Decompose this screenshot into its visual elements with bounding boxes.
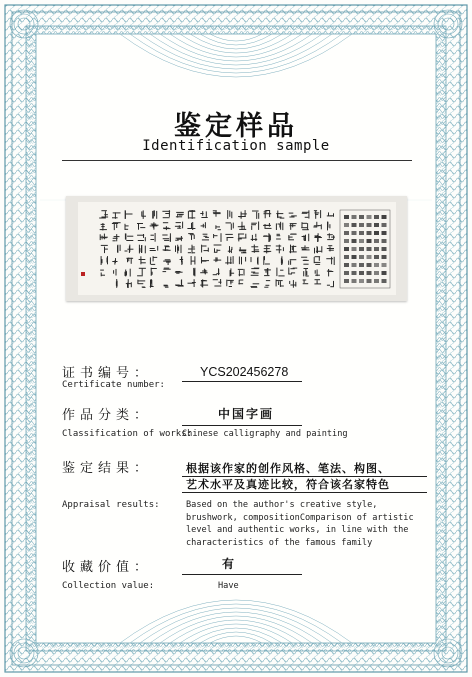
classification-value-en: Chinese calligraphy and painting	[182, 429, 348, 439]
small-glyph	[374, 239, 379, 243]
small-glyph	[374, 271, 379, 275]
seal-glyph	[201, 245, 209, 253]
seal-glyph	[301, 245, 310, 250]
small-glyph	[344, 215, 349, 219]
seal-glyph	[188, 233, 195, 240]
seal-glyph	[163, 259, 171, 265]
small-glyph	[367, 223, 372, 227]
seal-glyph	[100, 270, 105, 277]
certificate-number-underline	[182, 381, 302, 382]
small-glyph	[344, 223, 349, 227]
seal-glyph	[150, 279, 154, 288]
small-glyph	[352, 255, 357, 259]
seal-glyph	[289, 245, 297, 254]
small-glyph	[352, 239, 357, 243]
appraisal-underline-2	[182, 492, 427, 493]
seal-glyph	[313, 222, 321, 230]
seal-glyph	[112, 212, 121, 219]
seal-glyph	[141, 210, 146, 219]
certificate-number-label-en: Certificate number:	[62, 380, 165, 390]
small-glyph	[367, 231, 372, 235]
seal-glyph	[188, 245, 195, 254]
small-glyph	[344, 271, 349, 275]
seal-glyph	[264, 210, 272, 218]
seal-glyph	[112, 258, 117, 265]
seal-glyph	[288, 268, 297, 275]
classification-value-cn: 中国字画	[218, 407, 275, 421]
seal-glyph	[303, 268, 309, 277]
small-glyph	[352, 247, 357, 251]
seal-glyph	[164, 285, 169, 288]
seal-glyph	[289, 213, 297, 218]
seal-glyph	[163, 222, 171, 230]
seal-glyph	[276, 211, 284, 219]
seal-glyph	[125, 245, 134, 253]
certificate-title-cn: 鉴定样品	[174, 111, 298, 142]
classification-underline	[182, 425, 302, 426]
small-glyph	[344, 279, 349, 283]
seal-glyph	[213, 268, 220, 275]
seal-glyph	[251, 245, 259, 253]
small-glyph	[374, 263, 379, 267]
small-glyph	[367, 263, 372, 267]
small-glyph	[359, 255, 364, 259]
seal-glyph	[100, 234, 108, 241]
seal-glyph	[163, 246, 171, 252]
seal-glyph	[251, 234, 258, 241]
classification-label-en: Classification of works:	[62, 429, 193, 439]
small-glyph	[344, 263, 349, 267]
small-glyph	[367, 239, 372, 243]
seal-glyph	[116, 279, 118, 288]
seal-glyph	[151, 268, 157, 276]
seal-glyph	[251, 257, 259, 265]
seal-glyph	[200, 211, 207, 218]
seal-glyph	[213, 279, 222, 287]
small-glyph	[359, 239, 364, 243]
seal-glyph	[202, 234, 209, 241]
seal-glyph	[113, 234, 120, 241]
seal-glyph	[226, 280, 234, 287]
seal-glyph	[264, 268, 271, 276]
small-glyph	[359, 247, 364, 251]
seal-glyph	[188, 210, 195, 219]
calligraphy-glyphs-icon	[78, 202, 396, 295]
seal-glyph	[101, 245, 108, 253]
seal-glyph	[276, 268, 284, 277]
seal-glyph	[225, 256, 233, 265]
small-glyph	[382, 223, 387, 227]
seal-glyph	[251, 268, 260, 276]
seal-glyph	[126, 279, 132, 288]
seal-glyph	[214, 257, 222, 262]
seal-glyph	[315, 270, 320, 277]
small-glyph	[374, 279, 379, 283]
seal-glyph	[314, 279, 321, 284]
small-glyph	[344, 231, 349, 235]
collection-value-en: Have	[218, 581, 239, 591]
seal-glyph	[264, 245, 272, 254]
collection-value-cn: 有	[222, 557, 236, 571]
seal-glyph	[251, 222, 259, 230]
small-glyph	[359, 279, 364, 283]
collection-label-en: Collection value:	[62, 581, 155, 591]
small-glyph	[359, 223, 364, 227]
seal-glyph	[125, 269, 131, 277]
seal-glyph	[125, 210, 133, 219]
seal-glyph	[180, 256, 184, 265]
seal-glyph	[150, 246, 159, 251]
seal-glyph	[281, 256, 283, 265]
seal-glyph	[175, 236, 183, 241]
small-glyph	[359, 263, 364, 267]
seal-glyph	[137, 234, 146, 241]
seal-glyph	[238, 210, 247, 219]
seal-glyph	[125, 233, 133, 241]
certificate-number-label-cn: 证书编号：	[62, 366, 153, 381]
seal-glyph	[201, 257, 209, 264]
seal-glyph	[327, 281, 334, 287]
seal-glyph	[288, 259, 296, 265]
seal-glyph	[263, 256, 270, 265]
classification-label-cn: 作品分类：	[62, 408, 153, 423]
small-glyph	[352, 215, 357, 219]
seal-glyph	[163, 268, 171, 273]
collection-underline	[182, 574, 302, 575]
small-glyph	[352, 263, 357, 267]
appraisal-value-cn-line1: 根据该作家的创作风格、笔法、构图、	[186, 462, 390, 475]
seal-glyph	[326, 257, 334, 265]
small-glyph	[359, 215, 364, 219]
seal-glyph	[302, 234, 310, 242]
seal-glyph	[263, 223, 271, 229]
seal-glyph	[314, 256, 321, 265]
seal-glyph	[191, 256, 196, 265]
small-glyph	[382, 239, 387, 243]
small-glyph	[352, 231, 357, 235]
seal-glyph	[139, 245, 146, 254]
seal-glyph	[302, 210, 310, 218]
seal-glyph	[215, 225, 221, 230]
seal-glyph	[139, 256, 146, 264]
seal-glyph	[288, 234, 296, 241]
seal-glyph	[314, 233, 322, 242]
small-glyph	[374, 231, 379, 235]
seal-glyph	[137, 268, 146, 277]
certificate-title-en: Identification sample	[142, 138, 330, 154]
seal-glyph	[188, 279, 196, 287]
seal-glyph	[327, 212, 334, 216]
seal-glyph	[175, 271, 183, 274]
scroll-paper	[78, 202, 396, 295]
seal-glyph	[214, 245, 222, 253]
small-glyph	[382, 255, 387, 259]
seal-glyph	[289, 280, 296, 288]
small-glyph	[367, 215, 372, 219]
calligraphy-scroll-image	[66, 196, 407, 301]
seal-glyph	[193, 268, 195, 277]
small-glyph	[374, 247, 379, 251]
seal-glyph	[162, 233, 171, 242]
seal-glyph	[187, 222, 195, 230]
small-glyph	[374, 255, 379, 259]
seal-glyph	[175, 245, 182, 254]
seal-glyph	[152, 210, 157, 218]
small-glyph	[344, 247, 349, 251]
seal-glyph	[137, 280, 145, 288]
seal-glyph	[303, 279, 309, 284]
small-glyph	[382, 231, 387, 235]
small-glyph	[359, 231, 364, 235]
seal-glyph	[225, 234, 233, 241]
seal-glyph	[227, 210, 232, 219]
seal-glyph	[226, 222, 234, 230]
seal-glyph	[251, 283, 260, 288]
small-glyph	[374, 223, 379, 227]
appraisal-value-cn-line2: 艺术水平及真迹比较，符合该名家特色	[186, 478, 390, 491]
seal-glyph	[100, 223, 107, 230]
seal-glyph	[314, 246, 322, 253]
seal-glyph	[264, 280, 270, 288]
seal-glyph	[175, 279, 184, 286]
seal-glyph	[263, 233, 271, 242]
appraisal-value-en	[186, 499, 414, 549]
seal-glyph	[238, 269, 245, 276]
seal-glyph	[276, 245, 284, 254]
collection-label-cn: 收藏价值：	[62, 560, 153, 575]
seal-glyph	[327, 269, 333, 276]
seal-glyph	[327, 233, 335, 240]
appraisal-label-cn: 鉴定结果：	[62, 461, 153, 476]
seal-glyph	[301, 222, 309, 230]
seal-glyph	[150, 222, 159, 229]
title-divider	[62, 160, 412, 161]
small-glyph	[367, 279, 372, 283]
seal-glyph	[327, 222, 330, 231]
seal-glyph	[125, 224, 129, 230]
seal-glyph	[276, 222, 283, 230]
seal-glyph	[101, 256, 108, 265]
seal-glyph	[239, 257, 246, 265]
seal-glyph	[252, 211, 259, 219]
small-glyph	[382, 215, 387, 219]
small-glyph	[367, 255, 372, 259]
seal-glyph	[201, 222, 206, 228]
seal-glyph	[213, 233, 221, 242]
appraisal-value-en-line1: Based on the author's creative style,	[186, 500, 378, 510]
small-glyph	[352, 223, 357, 227]
small-glyph	[382, 247, 387, 251]
small-glyph	[344, 255, 349, 259]
appraisal-value-en-line3: level and authentic works, in line with the	[186, 525, 409, 535]
small-glyph	[344, 239, 349, 243]
seal-glyph	[113, 269, 116, 276]
seal-glyph	[200, 279, 208, 287]
seal-glyph	[117, 245, 121, 253]
seal-glyph	[99, 210, 108, 218]
small-glyph	[359, 271, 364, 275]
seal-glyph	[276, 234, 281, 240]
seal-glyph	[228, 246, 233, 253]
seal-glyph	[290, 223, 297, 230]
seal-glyph	[230, 268, 235, 276]
small-glyph	[352, 279, 357, 283]
small-glyph	[367, 247, 372, 251]
seal-glyph	[301, 257, 309, 265]
small-glyph	[352, 271, 357, 275]
seal-glyph	[162, 210, 170, 218]
seal-glyph	[176, 212, 184, 218]
small-glyph	[367, 271, 372, 275]
appraisal-label-en: Appraisal results:	[62, 500, 160, 510]
seal-glyph	[150, 256, 157, 265]
small-glyph	[382, 263, 387, 267]
seal-glyph	[239, 247, 247, 253]
seal-glyph	[137, 223, 145, 230]
seal-glyph	[213, 210, 221, 216]
seal-glyph	[112, 222, 121, 230]
seal-glyph	[175, 222, 183, 229]
small-glyph	[382, 279, 387, 283]
seal-glyph	[238, 280, 243, 285]
seal-glyph	[150, 233, 155, 242]
appraisal-value-en-line2: brushwork, compositionComparison of artistic	[186, 512, 414, 523]
seal-glyph	[327, 245, 334, 251]
seal-glyph	[276, 279, 284, 287]
seal-glyph	[238, 234, 247, 242]
certificate-number-value: YCS202456278	[200, 365, 289, 379]
seal-glyph	[238, 222, 246, 230]
seal-glyph	[200, 269, 207, 275]
seal-glyph	[126, 258, 133, 264]
small-glyph	[374, 215, 379, 219]
small-glyph	[382, 271, 387, 275]
appraisal-value-en-line4: characteristics of the famous family	[186, 537, 373, 548]
seal-glyph	[314, 210, 321, 219]
